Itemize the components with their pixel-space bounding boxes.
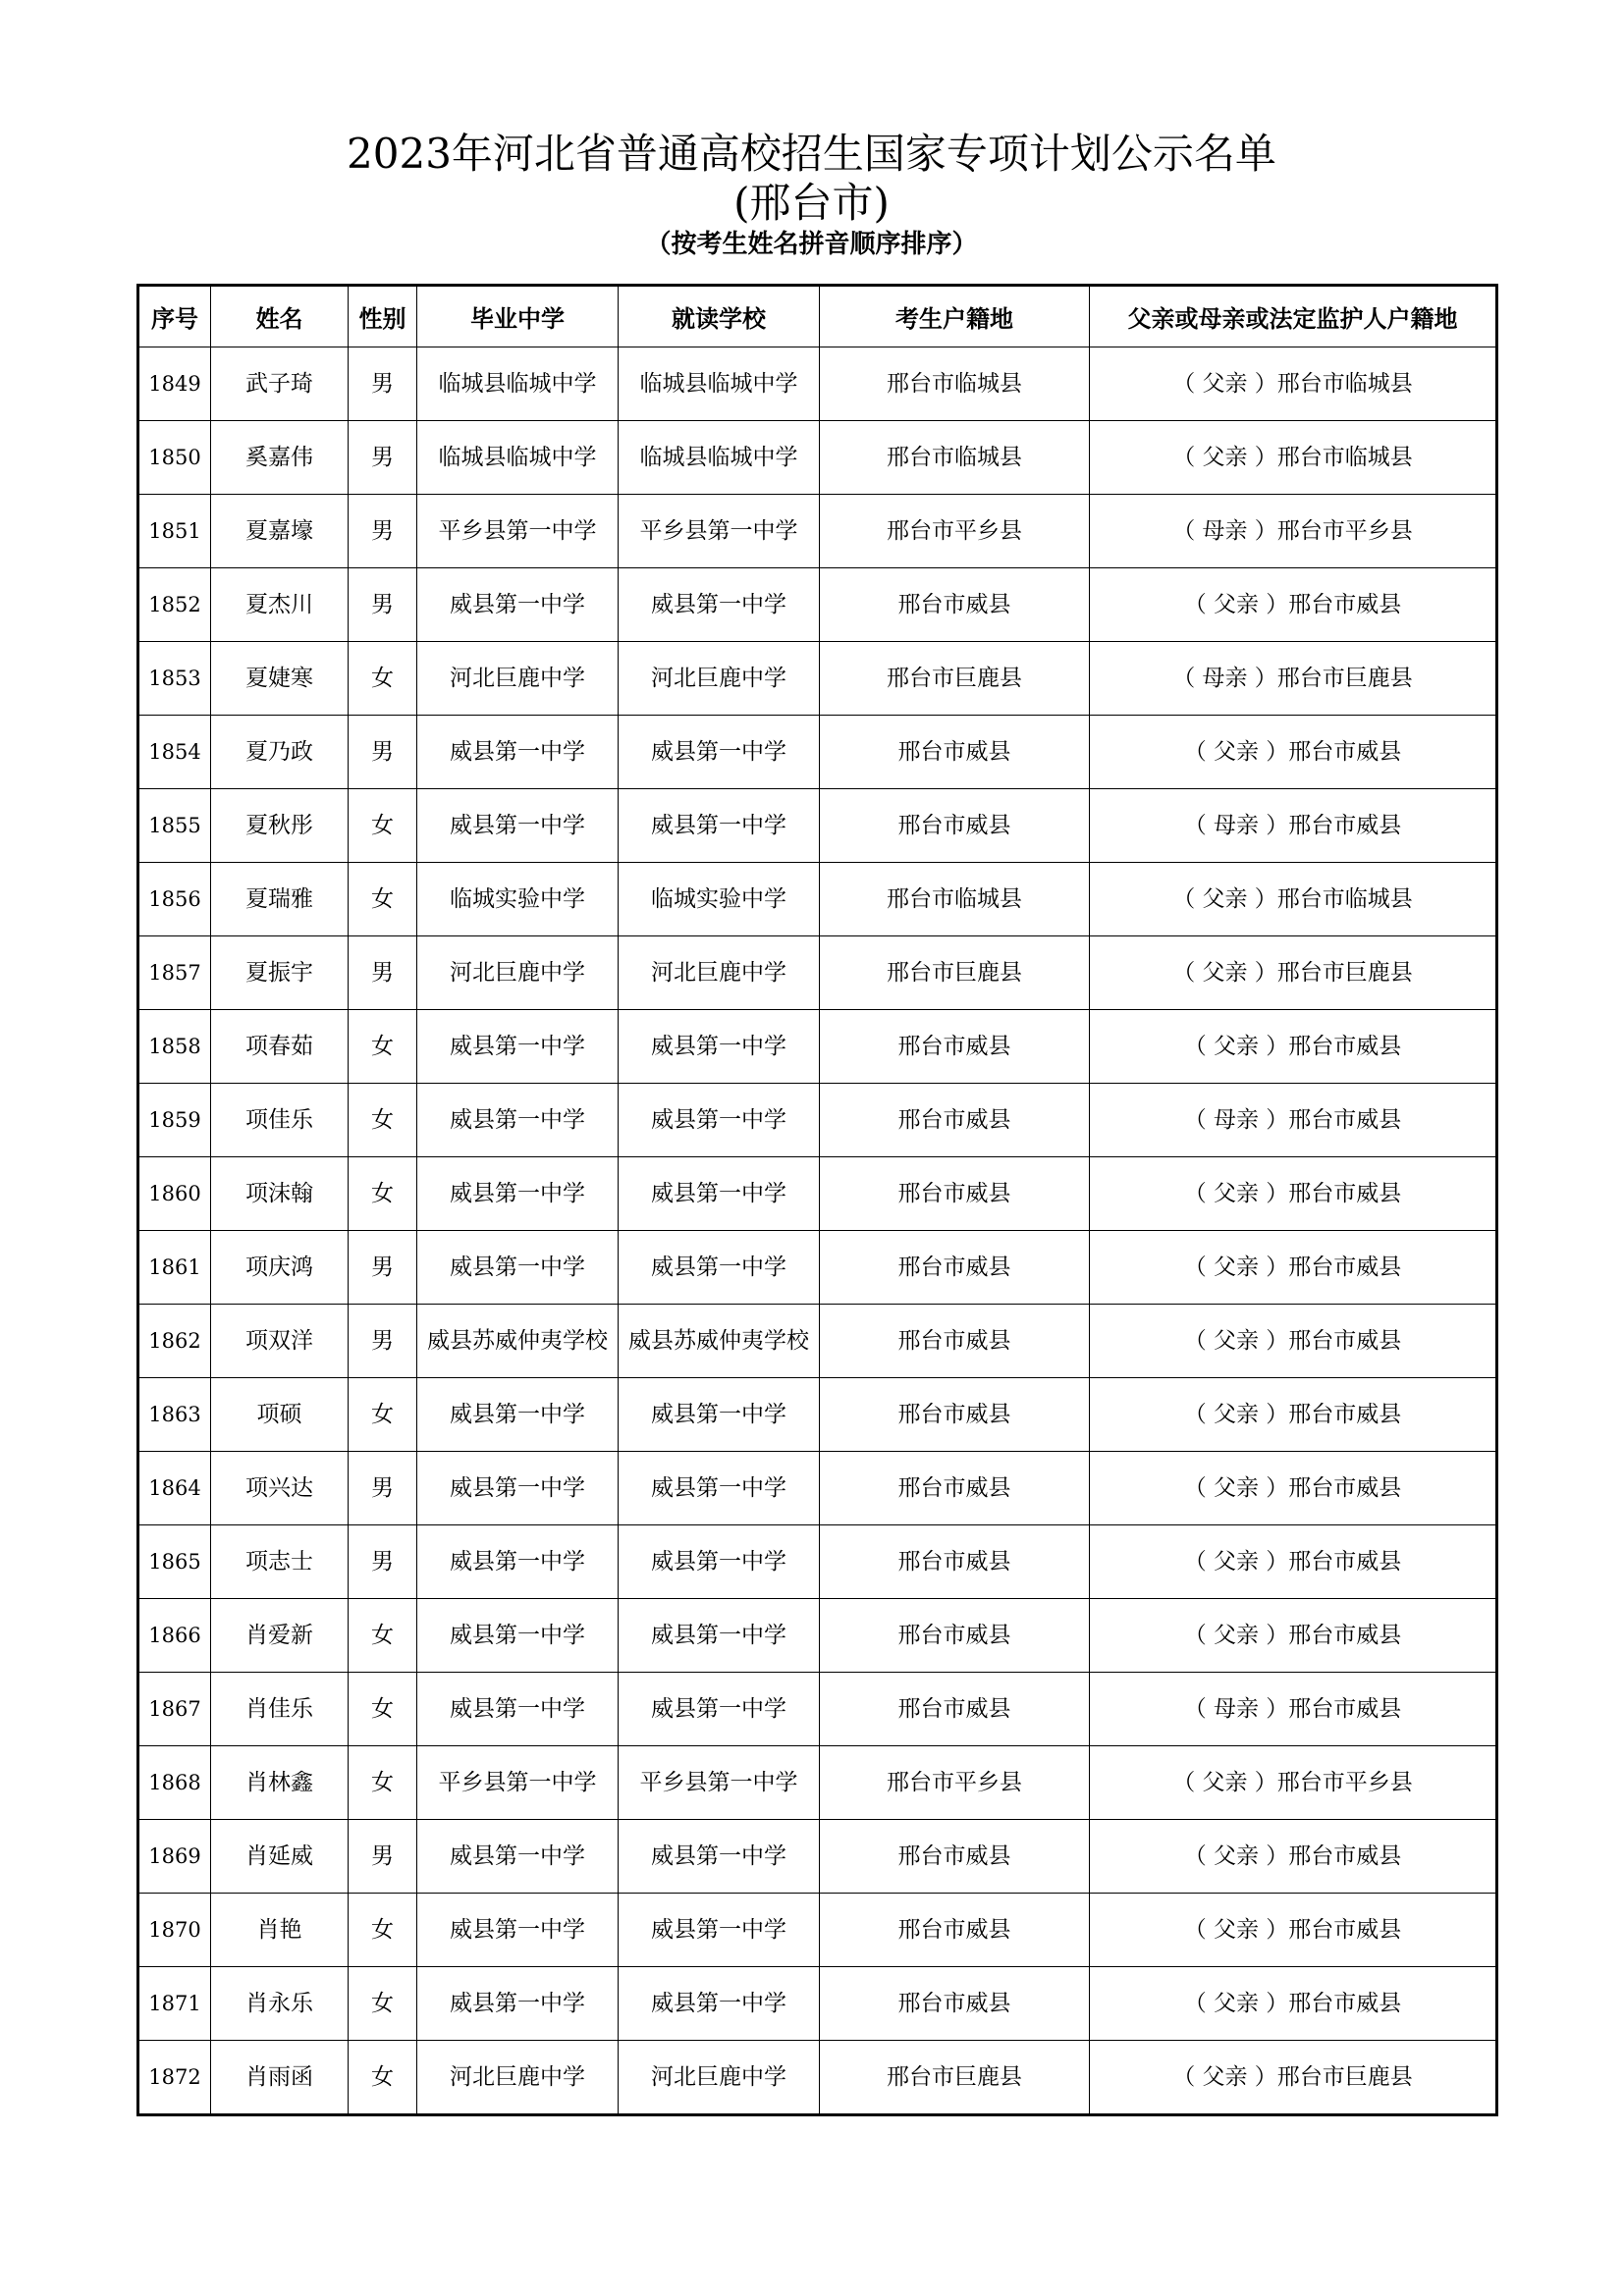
cell-gender: 男	[349, 716, 417, 789]
cell-student-hukou: 邢台市巨鹿县	[820, 642, 1090, 716]
cell-student-hukou: 邢台市临城县	[820, 347, 1090, 421]
table-row	[138, 1820, 1497, 1894]
cell-name: 项春茹	[211, 1010, 349, 1084]
table-row	[138, 642, 1497, 716]
cell-serial-no: 1856	[138, 863, 211, 936]
header-guardian-hukou: 父亲或母亲或法定监护人户籍地	[1090, 286, 1497, 347]
cell-current-school: 威县第一中学	[619, 1967, 820, 2041]
cell-gender: 男	[349, 1820, 417, 1894]
table-row	[138, 1157, 1497, 1231]
cell-current-school: 威县第一中学	[619, 1452, 820, 1525]
cell-current-school: 威县第一中学	[619, 1673, 820, 1746]
cell-name: 奚嘉伟	[211, 421, 349, 495]
cell-name: 项硕	[211, 1378, 349, 1452]
cell-current-school: 威县苏威仲夷学校	[619, 1305, 820, 1378]
cell-name: 项志士	[211, 1525, 349, 1599]
cell-student-hukou: 邢台市威县	[820, 1673, 1090, 1746]
table-row	[138, 936, 1497, 1010]
cell-serial-no: 1866	[138, 1599, 211, 1673]
cell-guardian-hukou: （ 父亲 ）邢台市威县	[1090, 1010, 1497, 1084]
cell-student-hukou: 邢台市威县	[820, 789, 1090, 863]
cell-current-school: 威县第一中学	[619, 1084, 820, 1157]
cell-student-hukou: 邢台市威县	[820, 1894, 1090, 1967]
cell-serial-no: 1871	[138, 1967, 211, 2041]
cell-guardian-hukou: （ 父亲 ）邢台市威县	[1090, 1967, 1497, 2041]
cell-current-school: 威县第一中学	[619, 1378, 820, 1452]
cell-current-school: 河北巨鹿中学	[619, 936, 820, 1010]
cell-graduation-school: 威县第一中学	[417, 1010, 619, 1084]
header-current-school: 就读学校	[619, 286, 820, 347]
cell-graduation-school: 威县第一中学	[417, 1525, 619, 1599]
table-row	[138, 1378, 1497, 1452]
cell-student-hukou: 邢台市威县	[820, 1820, 1090, 1894]
cell-serial-no: 1852	[138, 568, 211, 642]
cell-current-school: 威县第一中学	[619, 716, 820, 789]
cell-current-school: 威县第一中学	[619, 1010, 820, 1084]
cell-graduation-school: 威县苏威仲夷学校	[417, 1305, 619, 1378]
cell-current-school: 河北巨鹿中学	[619, 642, 820, 716]
cell-graduation-school: 临城实验中学	[417, 863, 619, 936]
header-graduation-school: 毕业中学	[417, 286, 619, 347]
cell-guardian-hukou: （ 父亲 ）邢台市威县	[1090, 1305, 1497, 1378]
cell-student-hukou: 邢台市威县	[820, 1452, 1090, 1525]
cell-current-school: 临城实验中学	[619, 863, 820, 936]
cell-guardian-hukou: （ 母亲 ）邢台市威县	[1090, 1673, 1497, 1746]
cell-student-hukou: 邢台市巨鹿县	[820, 936, 1090, 1010]
cell-student-hukou: 邢台市临城县	[820, 863, 1090, 936]
cell-student-hukou: 邢台市威县	[820, 1231, 1090, 1305]
table-row	[138, 568, 1497, 642]
cell-serial-no: 1867	[138, 1673, 211, 1746]
cell-gender: 男	[349, 347, 417, 421]
cell-serial-no: 1857	[138, 936, 211, 1010]
cell-gender: 女	[349, 1967, 417, 2041]
cell-current-school: 威县第一中学	[619, 1820, 820, 1894]
table-row	[138, 1231, 1497, 1305]
table-body	[138, 347, 1497, 2115]
cell-graduation-school: 临城县临城中学	[417, 347, 619, 421]
cell-name: 武子琦	[211, 347, 349, 421]
cell-guardian-hukou: （ 母亲 ）邢台市威县	[1090, 789, 1497, 863]
cell-gender: 女	[349, 642, 417, 716]
table-row	[138, 347, 1497, 421]
header-gender: 性别	[349, 286, 417, 347]
cell-guardian-hukou: （ 父亲 ）邢台市威县	[1090, 1452, 1497, 1525]
cell-gender: 女	[349, 863, 417, 936]
table-row	[138, 1599, 1497, 1673]
cell-name: 夏乃政	[211, 716, 349, 789]
cell-guardian-hukou: （ 母亲 ）邢台市巨鹿县	[1090, 642, 1497, 716]
cell-name: 项庆鸿	[211, 1231, 349, 1305]
cell-graduation-school: 威县第一中学	[417, 789, 619, 863]
cell-name: 项佳乐	[211, 1084, 349, 1157]
cell-student-hukou: 邢台市威县	[820, 1157, 1090, 1231]
cell-name: 夏瑞雅	[211, 863, 349, 936]
cell-gender: 女	[349, 2041, 417, 2115]
cell-graduation-school: 威县第一中学	[417, 1967, 619, 2041]
cell-name: 夏婕寒	[211, 642, 349, 716]
cell-guardian-hukou: （ 父亲 ）邢台市威县	[1090, 1157, 1497, 1231]
cell-name: 夏秋彤	[211, 789, 349, 863]
cell-graduation-school: 河北巨鹿中学	[417, 2041, 619, 2115]
cell-gender: 女	[349, 1010, 417, 1084]
cell-student-hukou: 邢台市威县	[820, 1010, 1090, 1084]
cell-gender: 男	[349, 495, 417, 568]
cell-gender: 男	[349, 1231, 417, 1305]
header-student-hukou: 考生户籍地	[820, 286, 1090, 347]
cell-serial-no: 1870	[138, 1894, 211, 1967]
table-row	[138, 1010, 1497, 1084]
cell-guardian-hukou: （ 母亲 ）邢台市威县	[1090, 1084, 1497, 1157]
cell-student-hukou: 邢台市威县	[820, 1599, 1090, 1673]
cell-serial-no: 1859	[138, 1084, 211, 1157]
cell-name: 肖雨函	[211, 2041, 349, 2115]
cell-gender: 男	[349, 568, 417, 642]
table-row	[138, 495, 1497, 568]
cell-gender: 男	[349, 1452, 417, 1525]
table-row	[138, 1525, 1497, 1599]
cell-student-hukou: 邢台市威县	[820, 568, 1090, 642]
cell-serial-no: 1849	[138, 347, 211, 421]
cell-graduation-school: 威县第一中学	[417, 1157, 619, 1231]
table-row	[138, 1084, 1497, 1157]
cell-gender: 男	[349, 421, 417, 495]
cell-serial-no: 1868	[138, 1746, 211, 1820]
roster-table	[136, 284, 1498, 2116]
cell-serial-no: 1853	[138, 642, 211, 716]
cell-student-hukou: 邢台市威县	[820, 1378, 1090, 1452]
cell-graduation-school: 威县第一中学	[417, 1378, 619, 1452]
cell-gender: 女	[349, 1084, 417, 1157]
cell-guardian-hukou: （ 父亲 ）邢台市威县	[1090, 568, 1497, 642]
cell-serial-no: 1850	[138, 421, 211, 495]
cell-guardian-hukou: （ 父亲 ）邢台市威县	[1090, 1525, 1497, 1599]
cell-student-hukou: 邢台市威县	[820, 1084, 1090, 1157]
table-row	[138, 789, 1497, 863]
cell-guardian-hukou: （ 父亲 ）邢台市巨鹿县	[1090, 936, 1497, 1010]
cell-current-school: 威县第一中学	[619, 1599, 820, 1673]
cell-name: 肖爱新	[211, 1599, 349, 1673]
cell-serial-no: 1862	[138, 1305, 211, 1378]
table-row	[138, 1746, 1497, 1820]
cell-student-hukou: 邢台市威县	[820, 716, 1090, 789]
cell-serial-no: 1851	[138, 495, 211, 568]
cell-gender: 女	[349, 789, 417, 863]
cell-guardian-hukou: （ 父亲 ）邢台市威县	[1090, 1820, 1497, 1894]
cell-graduation-school: 河北巨鹿中学	[417, 936, 619, 1010]
cell-graduation-school: 威县第一中学	[417, 1452, 619, 1525]
cell-current-school: 临城县临城中学	[619, 347, 820, 421]
cell-student-hukou: 邢台市临城县	[820, 421, 1090, 495]
cell-graduation-school: 威县第一中学	[417, 568, 619, 642]
cell-graduation-school: 威县第一中学	[417, 716, 619, 789]
cell-student-hukou: 邢台市平乡县	[820, 1746, 1090, 1820]
cell-name: 项双洋	[211, 1305, 349, 1378]
table-row	[138, 863, 1497, 936]
cell-serial-no: 1863	[138, 1378, 211, 1452]
cell-guardian-hukou: （ 父亲 ）邢台市临城县	[1090, 421, 1497, 495]
header-name: 姓名	[211, 286, 349, 347]
cell-graduation-school: 威县第一中学	[417, 1820, 619, 1894]
cell-graduation-school: 威县第一中学	[417, 1894, 619, 1967]
cell-name: 肖永乐	[211, 1967, 349, 2041]
header-serial-no: 序号	[138, 286, 211, 347]
cell-gender: 男	[349, 1525, 417, 1599]
cell-serial-no: 1854	[138, 716, 211, 789]
page-title: 2023年河北省普通高校招生国家专项计划公示名单	[347, 130, 1276, 178]
cell-graduation-school: 威县第一中学	[417, 1673, 619, 1746]
table-row	[138, 421, 1497, 495]
cell-serial-no: 1860	[138, 1157, 211, 1231]
table-header-row	[138, 286, 1497, 347]
cell-name: 项沫翰	[211, 1157, 349, 1231]
cell-gender: 女	[349, 1894, 417, 1967]
table-row	[138, 1967, 1497, 2041]
cell-current-school: 威县第一中学	[619, 789, 820, 863]
table-row	[138, 1894, 1497, 1967]
cell-current-school: 临城县临城中学	[619, 421, 820, 495]
cell-serial-no: 1872	[138, 2041, 211, 2115]
cell-gender: 女	[349, 1599, 417, 1673]
table-row	[138, 716, 1497, 789]
cell-student-hukou: 邢台市威县	[820, 1305, 1090, 1378]
cell-name: 项兴达	[211, 1452, 349, 1525]
cell-name: 肖佳乐	[211, 1673, 349, 1746]
cell-graduation-school: 临城县临城中学	[417, 421, 619, 495]
cell-current-school: 威县第一中学	[619, 1525, 820, 1599]
cell-student-hukou: 邢台市巨鹿县	[820, 2041, 1090, 2115]
cell-name: 夏振宇	[211, 936, 349, 1010]
cell-current-school: 威县第一中学	[619, 1231, 820, 1305]
cell-student-hukou: 邢台市威县	[820, 1967, 1090, 2041]
sort-note: （按考生姓名拼音顺序排序）	[645, 230, 978, 259]
cell-guardian-hukou: （ 父亲 ）邢台市临城县	[1090, 347, 1497, 421]
cell-graduation-school: 威县第一中学	[417, 1231, 619, 1305]
cell-guardian-hukou: （ 父亲 ）邢台市威县	[1090, 1378, 1497, 1452]
cell-gender: 女	[349, 1378, 417, 1452]
cell-graduation-school: 平乡县第一中学	[417, 1746, 619, 1820]
cell-student-hukou: 邢台市平乡县	[820, 495, 1090, 568]
cell-serial-no: 1864	[138, 1452, 211, 1525]
cell-guardian-hukou: （ 父亲 ）邢台市巨鹿县	[1090, 2041, 1497, 2115]
cell-current-school: 平乡县第一中学	[619, 1746, 820, 1820]
cell-guardian-hukou: （ 父亲 ）邢台市临城县	[1090, 863, 1497, 936]
cell-serial-no: 1858	[138, 1010, 211, 1084]
cell-serial-no: 1861	[138, 1231, 211, 1305]
cell-gender: 男	[349, 1305, 417, 1378]
cell-name: 肖艳	[211, 1894, 349, 1967]
cell-gender: 男	[349, 936, 417, 1010]
cell-serial-no: 1865	[138, 1525, 211, 1599]
cell-graduation-school: 河北巨鹿中学	[417, 642, 619, 716]
cell-name: 夏杰川	[211, 568, 349, 642]
cell-current-school: 河北巨鹿中学	[619, 2041, 820, 2115]
cell-graduation-school: 平乡县第一中学	[417, 495, 619, 568]
cell-guardian-hukou: （ 父亲 ）邢台市威县	[1090, 1894, 1497, 1967]
cell-guardian-hukou: （ 母亲 ）邢台市平乡县	[1090, 495, 1497, 568]
cell-guardian-hukou: （ 父亲 ）邢台市威县	[1090, 1231, 1497, 1305]
city-title: (邢台市)	[733, 179, 890, 227]
cell-name: 肖延威	[211, 1820, 349, 1894]
cell-name: 肖林鑫	[211, 1746, 349, 1820]
cell-current-school: 威县第一中学	[619, 568, 820, 642]
cell-graduation-school: 威县第一中学	[417, 1084, 619, 1157]
cell-gender: 女	[349, 1673, 417, 1746]
cell-serial-no: 1855	[138, 789, 211, 863]
cell-guardian-hukou: （ 父亲 ）邢台市平乡县	[1090, 1746, 1497, 1820]
cell-current-school: 威县第一中学	[619, 1157, 820, 1231]
table-row	[138, 1673, 1497, 1746]
cell-current-school: 威县第一中学	[619, 1894, 820, 1967]
cell-serial-no: 1869	[138, 1820, 211, 1894]
cell-gender: 女	[349, 1746, 417, 1820]
cell-guardian-hukou: （ 父亲 ）邢台市威县	[1090, 1599, 1497, 1673]
cell-gender: 女	[349, 1157, 417, 1231]
cell-name: 夏嘉壕	[211, 495, 349, 568]
cell-current-school: 平乡县第一中学	[619, 495, 820, 568]
table-row	[138, 1452, 1497, 1525]
cell-graduation-school: 威县第一中学	[417, 1599, 619, 1673]
table-row	[138, 1305, 1497, 1378]
cell-student-hukou: 邢台市威县	[820, 1525, 1090, 1599]
cell-guardian-hukou: （ 父亲 ）邢台市威县	[1090, 716, 1497, 789]
table-row	[138, 2041, 1497, 2115]
